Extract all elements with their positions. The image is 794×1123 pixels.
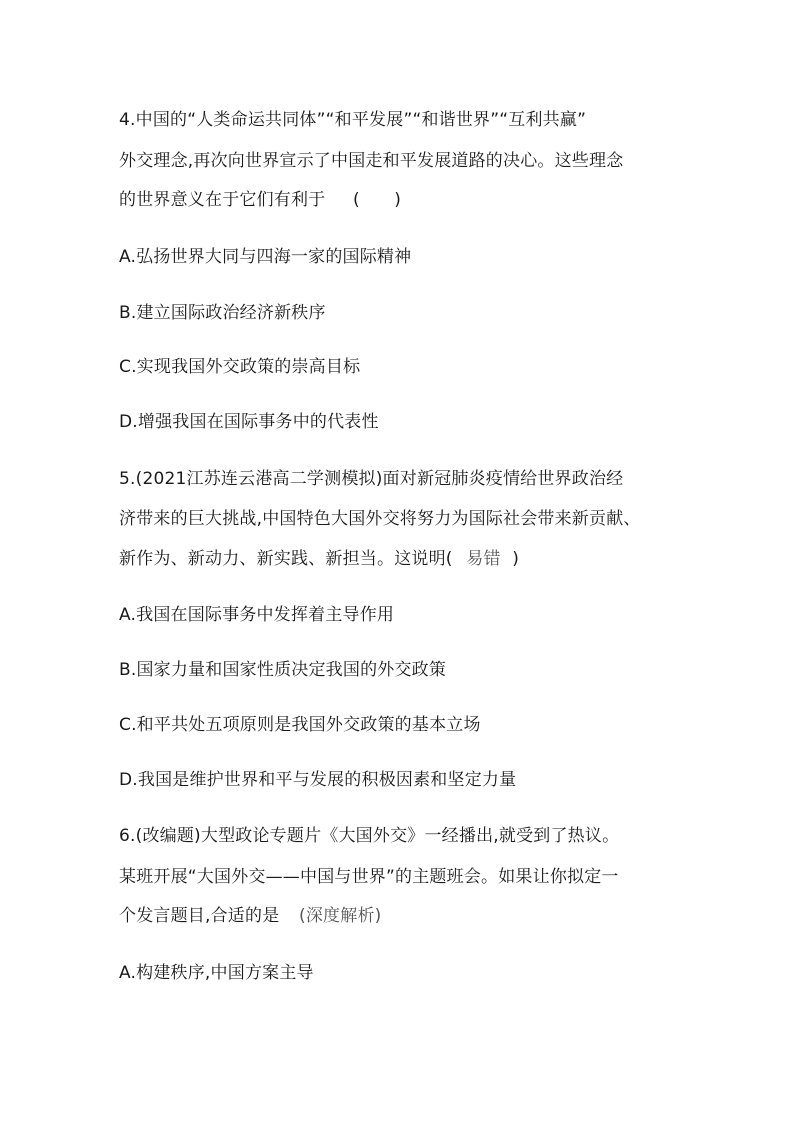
q5-option-c: C.和平共处五项原则是我国外交政策的基本立场 [119,715,481,735]
q6-tag: (深度解析) [299,906,382,926]
q4-option-c: C.实现我国外交政策的崇高目标 [119,357,361,377]
q6-option-a: A.构建秩序,中国方案主导 [119,963,314,983]
q6-stem-line-3 [119,905,381,927]
q5-tag: 易错 [466,549,501,569]
q4-option-d: D.增强我国在国际事务中的代表性 [119,412,379,432]
q6-stem-line-3-text: 个发言题目,合适的是 [119,906,280,926]
q5-option-d: D.我国是维护世界和平与发展的积极因素和坚定力量 [119,770,517,790]
q4-answer-blank: ( ) [353,190,402,210]
q4-stem-line-3-text: 的世界意义在于它们有利于 [119,190,326,210]
q5-option-a: A.我国在国际事务中发挥着主导作用 [119,605,395,625]
q4-stem-line-1: 4.中国的“人类命运共同体”“和平发展”“和谐世界”“互利共赢” [119,110,587,130]
q4-stem-line-3 [119,189,401,211]
q5-stem-line-2: 济带来的巨大挑战,中国特色大国外交将努力为国际社会带来新贡献、 [119,509,641,529]
q6-stem-line-2: 某班开展“大国外交——中国与世界”的主题班会。如果让你拟定一 [119,867,619,887]
q5-stem-line-1: 5.(2021江苏连云港高二学测模拟)面对新冠肺炎疫情给世界政治经 [119,469,624,489]
q4-stem-line-2: 外交理念,再次向世界宣示了中国走和平发展道路的决心。这些理念 [119,151,624,171]
q6-stem-line-1: 6.(改编题)大型政论专题片《大国外交》一经播出,就受到了热议。 [119,826,620,846]
q4-option-b: B.建立国际政治经济新秩序 [119,303,326,323]
q5-tag-close: ) [512,549,520,569]
q5-option-b: B.国家力量和国家性质决定我国的外交政策 [119,660,447,680]
q5-stem-line-3-text: 新作为、新动力、新实践、新担当。这说明( [119,549,453,569]
q5-stem-line-3 [119,548,519,570]
q4-option-a: A.弘扬世界大同与四海一家的国际精神 [119,247,412,267]
